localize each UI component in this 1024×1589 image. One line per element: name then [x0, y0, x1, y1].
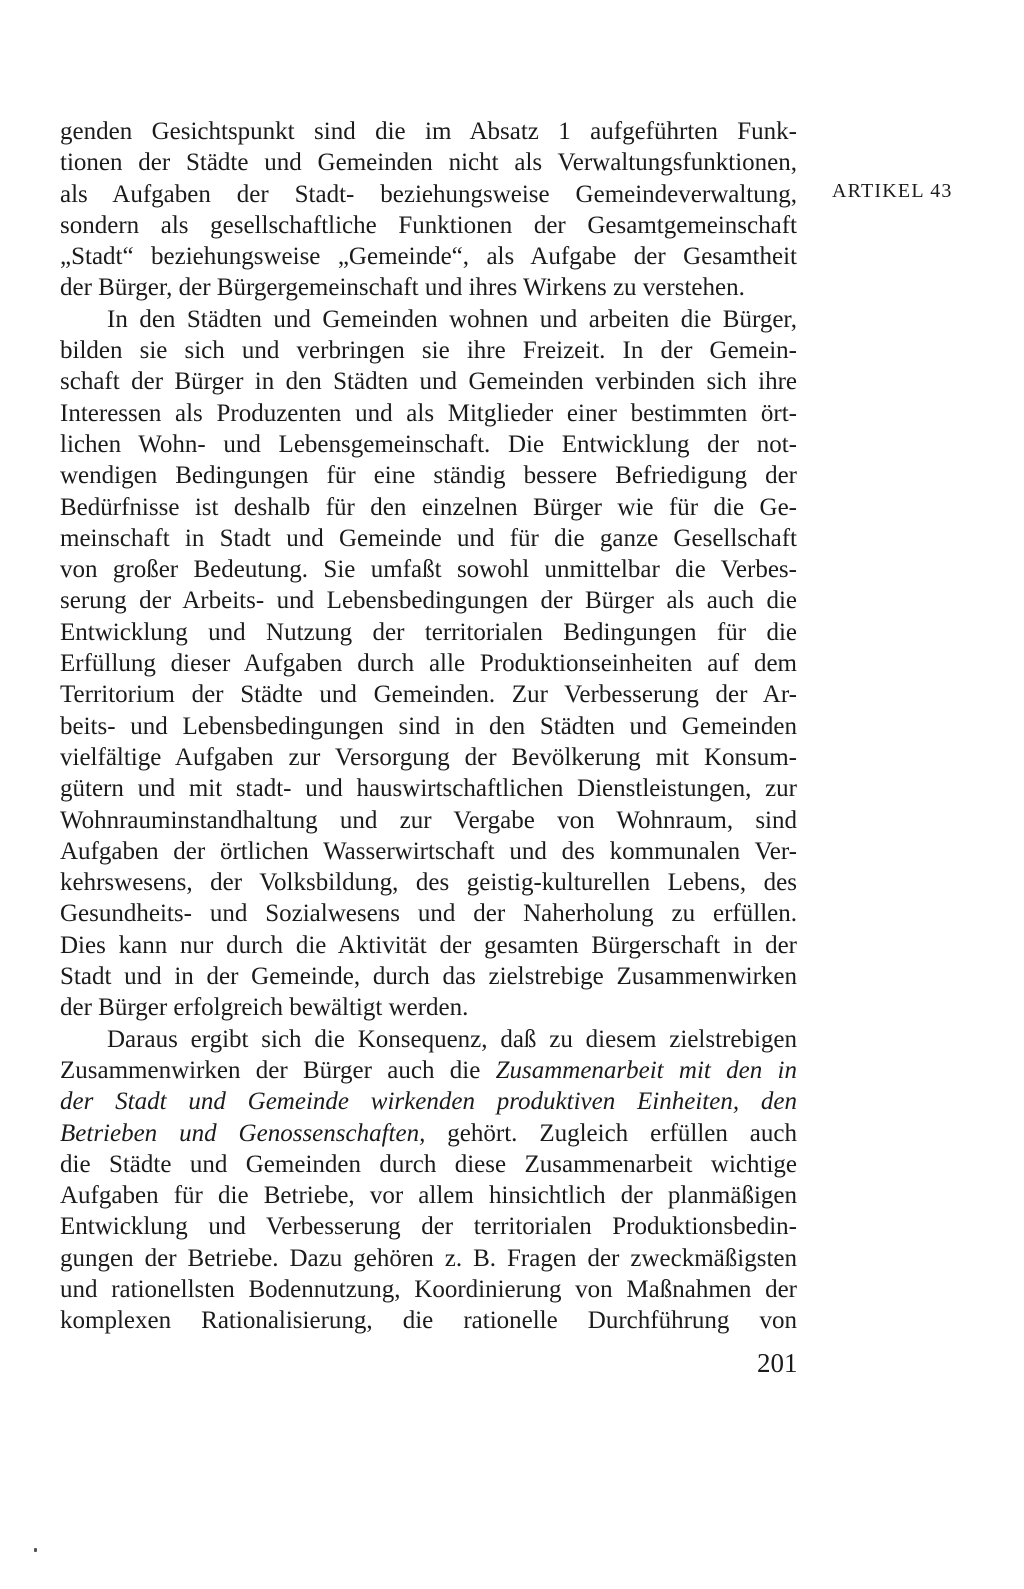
paragraph — [60, 304, 797, 1024]
paragraph — [60, 1024, 797, 1337]
text-line: Entwicklung und Nutzung der territorialen Bedingungen für die — [60, 618, 797, 646]
text-line: Entwicklung und Verbesserung der territorialen Produktionsbedin- — [60, 1213, 797, 1241]
text-line: Gesundheits- und Sozialwesens und der Naherholung zu erfüllen. — [60, 900, 797, 928]
text-line: Interessen als Produzenten und als Mitglieder einer bestimmten ört- — [60, 399, 797, 427]
text-line: vielfältige Aufgaben zur Versorgung der Bevölkerung mit Konsum- — [60, 743, 797, 771]
text-line — [60, 1086, 797, 1117]
text-line: serung der Arbeits- und Lebensbedingungen der Bürger als auch die — [60, 587, 797, 615]
emphasis-text: der Stadt und Gemeinde wirkenden produktiven Einheiten, den — [60, 1088, 797, 1116]
text-line: gütern und mit stadt- und hauswirtschaftlichen Dienstleistungen, zur — [60, 775, 797, 803]
emphasis-text: Betrieben und Genossenschaften, — [60, 1119, 426, 1147]
text-line: gungen der Betriebe. Dazu gehören z. B. Fragen der zweckmäßigsten — [60, 1244, 797, 1272]
text-line: schaft der Bürger in den Städten und Gemeinden verbinden sich ihre — [60, 368, 797, 396]
text-line: genden Gesichtspunkt sind die im Absatz 1 aufgeführten Funk- — [60, 118, 797, 145]
text-line: Territorium der Städte und Gemeinden. Zur Verbesserung der Ar- — [60, 681, 797, 709]
text-line: wendigen Bedingungen für eine ständig bessere Befriedigung der — [60, 462, 797, 490]
text-line: von großer Bedeutung. Sie umfaßt sowohl unmittelbar die Verbes- — [60, 556, 797, 584]
text-line: sondern als gesellschaftliche Funktionen der Gesamtgemeinschaft — [60, 211, 797, 239]
text-line: und rationellsten Bodennutzung, Koordinierung von Maßnahmen der — [60, 1275, 797, 1303]
text-line: Daraus ergibt sich die Konsequenz, daß zu diesem zielstrebigen — [107, 1025, 797, 1053]
text-line: Aufgaben für die Betriebe, vor allem hinsichtlich der planmäßigen — [60, 1182, 797, 1210]
page-number: 201 — [757, 1348, 798, 1378]
text-line: Aufgaben der örtlichen Wasserwirtschaft und des kommunalen Ver- — [60, 837, 797, 865]
text-line: Betrieben und Genossenschaften, gehört. Zugleich erfüllen auch — [60, 1119, 797, 1147]
text-line: Zusammenwirken der Bürger auch die Zusammenarbeit mit den in — [60, 1056, 797, 1084]
text-line: Stadt und in der Gemeinde, durch das zielstrebige Zusammenwirken — [60, 963, 797, 991]
body-text — [60, 116, 797, 1337]
margin-note-article: ARTIKEL 43 — [832, 180, 953, 202]
text-line: die Städte und Gemeinden durch diese Zusammenarbeit wichtige — [60, 1150, 797, 1178]
text-line: der Bürger erfolgreich bewältigt werden. — [60, 994, 469, 1022]
text-line: beits- und Lebensbedingungen sind in den Städten und Gemeinden — [60, 712, 797, 740]
text-line: meinschaft in Stadt und Gemeinde und für die ganze Gesellschaft — [60, 524, 797, 552]
text-line: kehrswesens, der Volksbildung, des geistig-kulturellen Lebens, des — [60, 869, 797, 897]
text-line: Wohnrauminstandhaltung und zur Vergabe von Wohnraum, sind — [60, 806, 797, 834]
scan-speck — [34, 1548, 37, 1552]
text-line: Dies kann nur durch die Aktivität der gesamten Bürgerschaft in der — [60, 931, 797, 959]
paragraph — [60, 116, 797, 304]
text-line: lichen Wohn- und Lebensgemeinschaft. Die Entwicklung der not- — [60, 430, 797, 458]
text-line: „Stadt“ beziehungsweise „Gemeinde“, als Aufgabe der Gesamtheit — [60, 243, 797, 271]
text-line: tionen der Städte und Gemeinden nicht als Verwaltungsfunktionen, — [60, 149, 797, 177]
text-line: In den Städten und Gemeinden wohnen und arbeiten die Bürger, — [107, 305, 797, 333]
text-line: als Aufgaben der Stadt- beziehungsweise Gemeindeverwaltung, — [60, 180, 797, 208]
emphasis-text: Zusammenarbeit mit den in — [495, 1056, 797, 1084]
text-line: Bedürfnisse ist deshalb für den einzelnen Bürger wie für die Ge- — [60, 493, 797, 521]
text-line: bilden sie sich und verbringen sie ihre Freizeit. In der Gemein- — [60, 337, 797, 365]
text-line: Erfüllung dieser Aufgaben durch alle Produktionseinheiten auf dem — [60, 650, 797, 678]
text-line: komplexen Rationalisierung, die rationelle Durchführung von — [60, 1307, 797, 1335]
text-line: der Bürger, der Bürgergemeinschaft und ihres Wirkens zu verstehen. — [60, 274, 745, 302]
